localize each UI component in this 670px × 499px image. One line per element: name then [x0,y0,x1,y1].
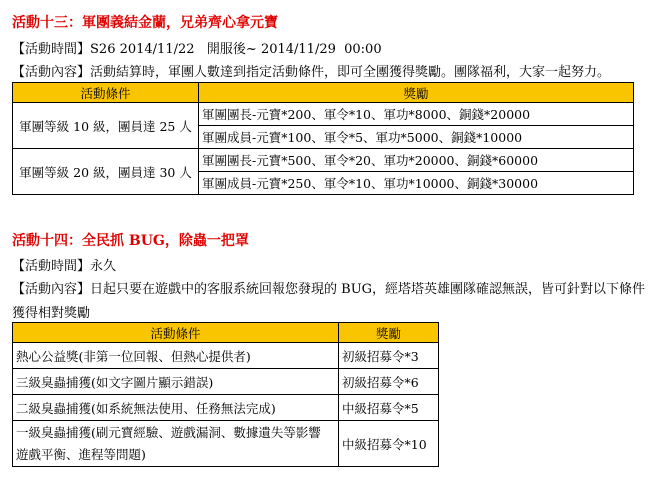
reward-cell: 中級招募令*5 [339,395,439,421]
condition-cell [13,421,339,467]
section14-content-label: 【活動內容】 [12,282,91,297]
table-row [13,421,439,467]
section13-content-value: 活動結算時，軍團人數達到指定活動條件，即可全團獲得獎勵。團隊福利，大家一起努力。 [90,65,611,80]
reward-cell: 中級招募令*10 [339,421,439,467]
condition-line: 遊戲平衡、進程等問題) [16,446,146,462]
reward-cell: 軍團團長-元寶*200、軍令*10、軍功*8000、銅錢*20000 [199,103,634,126]
reward-cell: 軍團成員-元寶*250、軍令*10、軍功*10000、銅錢*30000 [199,172,634,195]
condition-cell: 三級臭蟲捕獲(如文字圖片顯示錯誤) [13,369,339,395]
section13-time-line [12,38,382,57]
table-row [13,343,439,369]
reward-cell: 軍團成員-元寶*100、軍令*5、軍功*5000、銅錢*10000 [199,126,634,149]
table-header-row [13,83,634,103]
reward-cell: 初級招募令*6 [339,369,439,395]
table-header-row [13,323,439,343]
section14-content-value: 日起只要在遊戲中的客服系統回報您發現的 BUG，經塔塔英雄團隊確認無誤，皆可針對以下條件 [90,282,646,297]
reward-cell: 軍團團長-元寶*500、軍令*20、軍功*20000、銅錢*60000 [199,149,634,172]
table-row [13,149,634,172]
section14-content-line [12,278,645,297]
reward-cell: 初級招募令*3 [339,343,439,369]
header-reward: 獎勵 [339,323,439,343]
table-row [13,369,439,395]
condition-cell: 軍團等級 10 級，團員達 25 人 [13,103,199,149]
header-condition: 活動條件 [13,323,339,343]
section14-time-label: 【活動時間】 [12,259,91,274]
condition-line: 一級臭蟲捕獲(刷元寶經驗、遊戲漏洞、數據遺失等影響 [16,424,321,440]
section13-table [12,82,634,195]
section14-table [12,322,439,467]
section13-time-label: 【活動時間】 [12,42,91,57]
section13-content-label: 【活動內容】 [12,65,91,80]
section13-content-line [12,61,610,80]
condition-cell: 二級臭蟲捕獲(如系統無法使用、任務無法完成) [13,395,339,421]
table-row [13,103,634,126]
section13-title: 活動十三：軍團義結金蘭，兄弟齊心拿元寶 [12,15,278,31]
condition-cell: 熱心公益獎(非第一位回報、但熱心提供者) [13,343,339,369]
section13-time-value: S26 2014/11/22 開服後~ 2014/11/29 00:00 [90,42,382,57]
section14-title: 活動十四：全民抓 BUG，除蟲一把罩 [12,233,249,249]
condition-cell: 軍團等級 20 級，團員達 30 人 [13,149,199,195]
header-condition: 活動條件 [13,83,199,103]
section14-content-line-2: 獲得相對獎勵 [12,306,91,321]
section14-time-line [12,255,116,274]
header-reward: 獎勵 [199,83,634,103]
section14-time-value: 永久 [90,259,117,274]
table-row [13,395,439,421]
